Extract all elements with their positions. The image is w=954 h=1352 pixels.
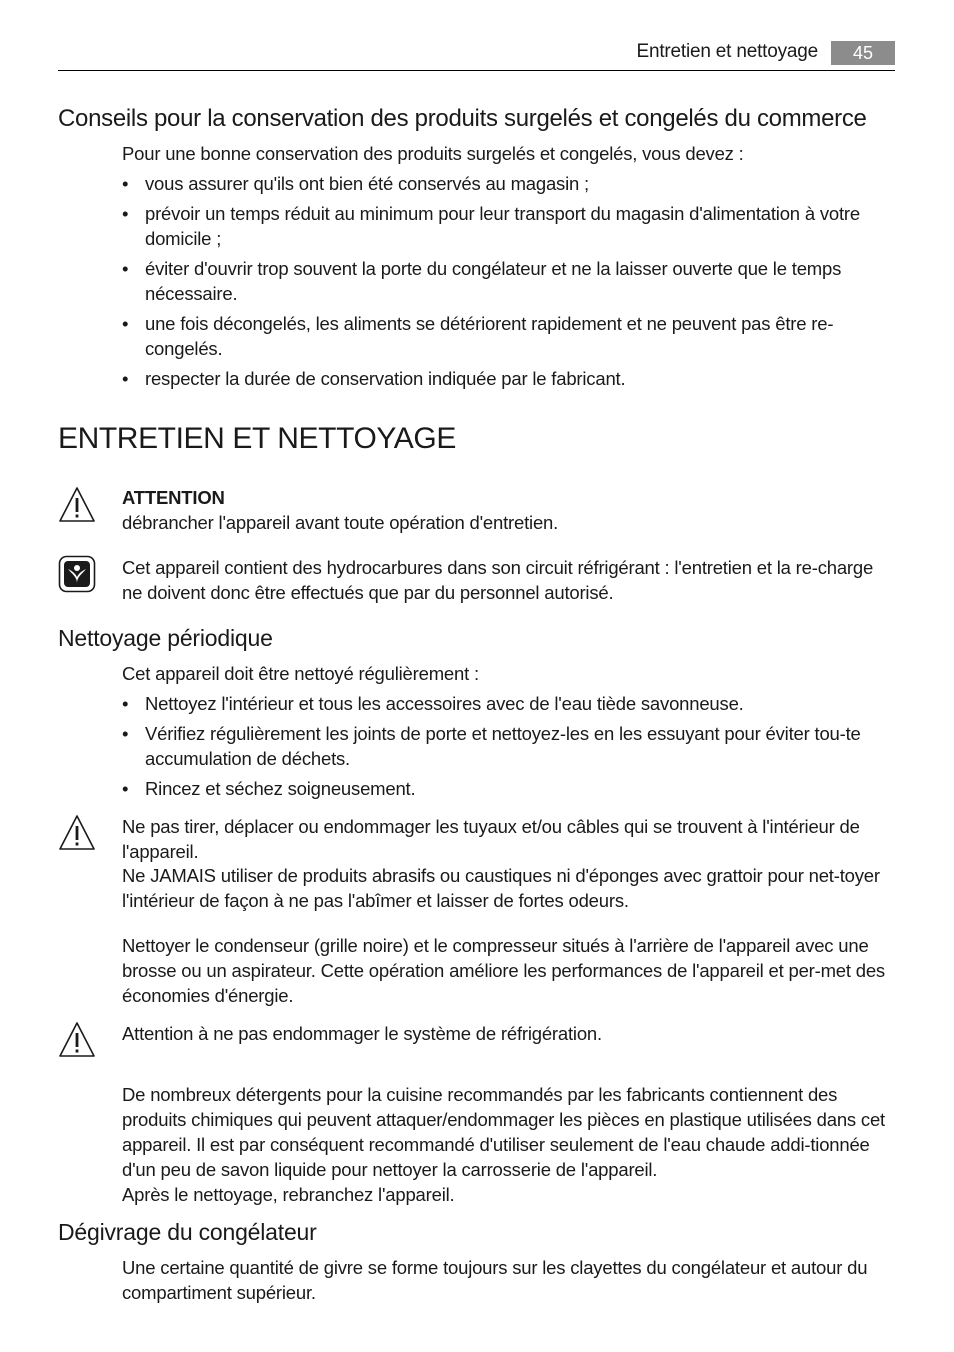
subheading-nettoyage: Nettoyage périodique bbox=[58, 625, 273, 651]
list-item: • respecter la durée de conservation indiquée par le fabricant. bbox=[122, 368, 626, 389]
bullet-icon: • bbox=[122, 778, 129, 799]
list-item: • vous assurer qu'ils ont bien été conservés au magasin ; bbox=[122, 173, 589, 194]
after-cleaning-text: Après le nettoyage, rebranchez l'appareil. bbox=[122, 1184, 455, 1205]
chapter-heading: ENTRETIEN ET NETTOYAGE bbox=[58, 422, 456, 455]
warning-abrasives: Ne JAMAIS utiliser de produits abrasifs ou caustiques ni d'éponges avec grattoir pour net-toyer l'intérieur de façon à ne pas l'abîmer et laisser de fortes odeurs. bbox=[122, 865, 880, 911]
section-heading-conseils: Conseils pour la conservation des produits surgelés et congelés du commerce bbox=[58, 105, 867, 132]
nettoyage-intro: Cet appareil doit être nettoyé régulièrement : bbox=[122, 663, 479, 684]
warning-triangle-icon bbox=[58, 1021, 96, 1059]
subheading-degivrage: Dégivrage du congélateur bbox=[58, 1219, 317, 1245]
list-item: • prévoir un temps réduit au minimum pour leur transport du magasin d'alimentation à votre domicile ; bbox=[122, 203, 860, 249]
warning-refrigeration: Attention à ne pas endommager le système de réfrigération. bbox=[122, 1023, 602, 1044]
attention-label: ATTENTION bbox=[122, 487, 225, 508]
running-header-title: Entretien et nettoyage bbox=[636, 41, 818, 62]
bullet-icon: • bbox=[122, 368, 129, 389]
attention-text: débrancher l'appareil avant toute opération d'entretien. bbox=[122, 512, 559, 533]
bullet-icon: • bbox=[122, 693, 129, 714]
bullet-icon: • bbox=[122, 258, 129, 279]
detergents-paragraph: De nombreux détergents pour la cuisine recommandés par les fabricants contiennent des produits chimiques qui peuvent attaquer/endommager les pièces en plastique utilisées dans cet appareil. Il est par conséquent recommandé d'utiliser seulement de l'eau chaude addi-tionnée d'un peu de savon liquide pour nettoyer la carrosserie de l'appareil. bbox=[122, 1084, 885, 1180]
bullet-icon: • bbox=[122, 173, 129, 194]
list-item: • Nettoyez l'intérieur et tous les accessoires avec de l'eau tiède savonneuse. bbox=[122, 693, 744, 714]
degivrage-text: Une certaine quantité de givre se forme toujours sur les clayettes du congélateur et autour du compartiment supérieur. bbox=[122, 1257, 868, 1303]
conseils-intro: Pour une bonne conservation des produits surgelés et congelés, vous devez : bbox=[122, 143, 744, 164]
page-number: 45 bbox=[831, 41, 895, 65]
bullet-icon: • bbox=[122, 203, 129, 224]
warning-triangle-icon bbox=[58, 486, 96, 524]
list-item: • Vérifiez régulièrement les joints de porte et nettoyez-les en les essuyant pour éviter tou-te accumulation de déchets. bbox=[122, 723, 861, 769]
condenser-paragraph: Nettoyer le condenseur (grille noire) et le compresseur situés à l'arrière de l'appareil avec une brosse ou un aspirateur. Cette opération améliore les performances de l'appareil et per-met des économies d'énergie. bbox=[122, 935, 885, 1006]
warning-triangle-icon bbox=[58, 814, 96, 852]
environment-icon bbox=[58, 555, 96, 593]
bullet-icon: • bbox=[122, 723, 129, 744]
list-item: • éviter d'ouvrir trop souvent la porte du congélateur et ne la laisser ouverte que le temps nécessaire. bbox=[122, 258, 842, 304]
list-item: • une fois décongelés, les aliments se détériorent rapidement et ne peuvent pas être re-congelés. bbox=[122, 313, 834, 359]
hydrocarbon-note: Cet appareil contient des hydrocarbures dans son circuit réfrigérant : l'entretien et la re-charge ne doivent donc être effectués que par du personnel autorisé. bbox=[122, 557, 874, 603]
warning-cables: Ne pas tirer, déplacer ou endommager les tuyaux et/ou câbles qui se trouvent à l'intérieur de l'appareil. bbox=[122, 816, 860, 862]
list-item: • Rincez et séchez soigneusement. bbox=[122, 778, 416, 799]
header-divider bbox=[58, 70, 895, 71]
bullet-icon: • bbox=[122, 313, 129, 334]
